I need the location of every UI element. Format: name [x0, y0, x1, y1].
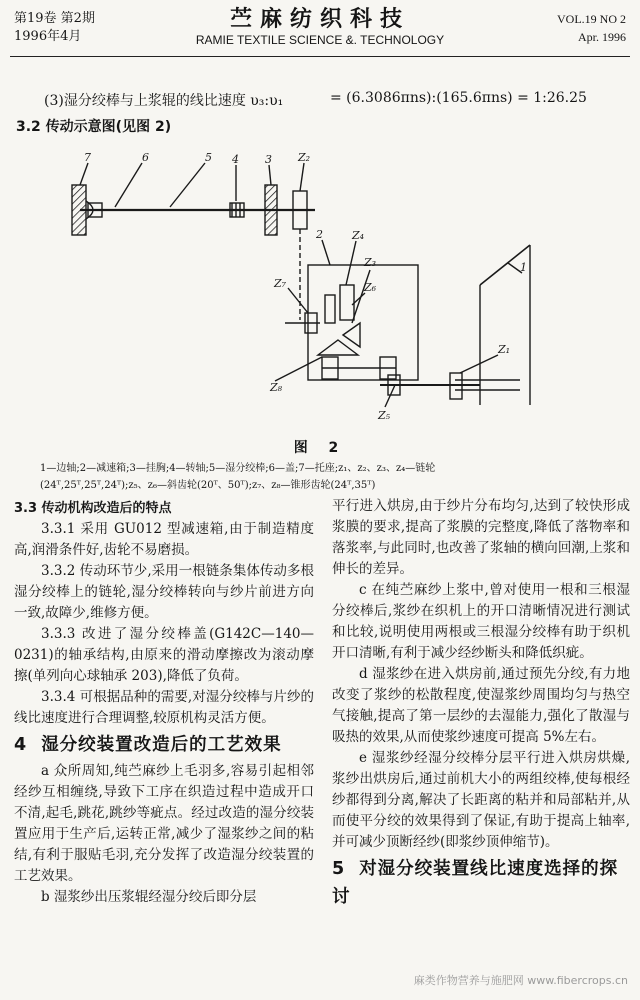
- section-4-heading: [14, 731, 314, 759]
- left-column: [14, 498, 314, 908]
- label-z3: Z₃: [364, 256, 377, 269]
- label-2: 2: [316, 228, 323, 241]
- journal-masthead: [170, 6, 470, 48]
- paragraph-e: e 湿浆纱经湿分绞棒分层平行进入烘房烘燥,浆纱出烘房后,通过前机大小的两组绞棒,使每根经纱都得到分离,解决了长距离的粘并和局部粘并,从而使平分绞的效果得到了保证,有助于提高上轴率,并可减少顶断经纱(即浆纱顶伸缩节)。: [332, 750, 630, 850]
- paragraph-b-continued: 平行进入烘房,由于纱片分布均匀,达到了较快形成浆膜的要求,提高了浆膜的完整度,降低了落物率和落浆率,与此同时,也改善了浆轴的横向回潮,上浆和伸长的差异。: [332, 498, 630, 577]
- section-4-number: 4: [14, 735, 28, 755]
- paragraph-3-3-1: 3.3.1 采用 GU012 型减速箱,由于制造精度高,润滑条件好,齿轮不易磨损。: [14, 521, 314, 558]
- label-z6: Z₆: [364, 281, 377, 294]
- date-en: Apr. 1996: [578, 30, 626, 44]
- sprocket-z4: [325, 295, 335, 323]
- section-3-3-heading: 3.3 传动机构改造后的特点: [14, 501, 172, 516]
- label-3: 3: [265, 153, 272, 166]
- journal-title-en: RAMIE TEXTILE SCIENCE &. TECHNOLOGY: [195, 33, 445, 47]
- speed-ratio-text: (3)湿分绞棒与上浆辊的线比速度 υ₃:υ₁: [44, 93, 284, 109]
- label-6: 6: [142, 151, 149, 164]
- section-5-number: 5: [332, 859, 346, 879]
- figure-caption-line-1: 1—边轴;2—减速箱;3—挂胸;4—转轴;5—湿分绞棒;6—盖;7—托座;z₁、z₂、z₃、z₄—链轮: [40, 463, 436, 474]
- paragraph-3-3-3: 3.3.3 改进了湿分绞棒盖(G142C—140—0231)的轴承结构,由原来的滑动摩擦改为滚动摩擦(单列向心球轴承 203),降低了负荷。: [14, 626, 314, 684]
- volume-issue-cn: 第19卷 第2期: [14, 11, 95, 26]
- watermark: 麻类作物营养与施肥网 www.fibercrops.cn: [413, 974, 628, 987]
- date-cn: 1996年4月: [14, 29, 82, 44]
- right-column: [332, 496, 630, 913]
- section-3-2-heading: 3.2 传动示意图(见图 2): [16, 119, 172, 135]
- label-z5: Z₅: [378, 409, 391, 422]
- section-5-title: 对湿分绞装置线比速度选择的探讨: [332, 859, 619, 907]
- volume-issue-en: VOL.19 NO 2: [557, 12, 626, 26]
- header-rule: [10, 56, 630, 57]
- paragraph-3-3-2: 3.3.2 传动环节少,采用一根链条集体传动多根湿分绞棒上的链轮,湿分绞棒转向与纱片前进方向一致,故障少,维修方便。: [14, 563, 314, 621]
- label-z2: Z₂: [298, 151, 311, 164]
- paragraph-d: d 湿浆纱在进入烘房前,通过预先分绞,有力地改变了浆纱的松散程度,使湿浆纱周围均匀与热空气接触,提高了第一层纱的去湿能力,强化了散湿与吸热的效果,从而使浆纱速度可提高 5%左右。: [332, 666, 630, 745]
- issue-info: [14, 10, 95, 46]
- transmission-diagram: [60, 145, 560, 435]
- bevel-gear-z8: [318, 340, 358, 355]
- hanger-3: [265, 185, 277, 235]
- paragraph-b-start: b 湿浆纱出压浆辊经湿分绞后即分层: [41, 889, 257, 905]
- paragraph-a: a 众所周知,纯苎麻纱上毛羽多,容易引起相邻经纱互相缠绕,导致下工序在织造过程中造成开口不清,起毛,跳花,跳纱等疵点。经过改造的湿分绞装置应用于生产后,运转正常,减少了湿浆纱之间的粘结,有利于服贴毛羽,充分发挥了改造湿分绞装置的工艺效果。: [14, 763, 314, 884]
- gear-z6: [340, 285, 354, 320]
- issue-info-en: [557, 10, 626, 46]
- figure-caption: [40, 460, 620, 494]
- figure-title: 图 2: [293, 440, 347, 456]
- support-seat-7: [72, 185, 86, 235]
- section-5-heading: [332, 855, 630, 911]
- bevel-gear-z7: [343, 323, 360, 347]
- paragraph-c: c 在纯苎麻纱上浆中,曾对使用一根和三根湿分绞棒后,浆纱在织机上的开口清晰情况进行测试和比较,说明使用两根或三根湿分绞棒有助于织机开口清晰,有利于减少经纱断头和降低织疵。: [332, 582, 630, 661]
- figure-caption-line-2: (24ᵀ,25ᵀ,25ᵀ,24ᵀ);z₅、z₆—斜齿轮(20ᵀ、50ᵀ);z₇、z₈—锥形齿轮(24ᵀ,35ᵀ): [40, 480, 376, 491]
- label-z4: Z₄: [352, 229, 365, 242]
- journal-title-cn: 苎麻纺织科技: [229, 6, 410, 32]
- label-z8: Z₈: [270, 381, 283, 394]
- label-1: 1: [520, 261, 527, 274]
- label-7: 7: [84, 151, 91, 164]
- label-4: 4: [232, 153, 239, 166]
- label-z1: Z₁: [498, 343, 511, 356]
- paragraph-3-3-4: 3.3.4 可根据品种的需要,对湿分绞棒与片纱的线比速度进行合理调整,较原机构灵活方便。: [14, 689, 314, 726]
- section-4-title: 湿分绞装置改造后的工艺效果: [41, 735, 282, 755]
- label-z7: Z₇: [274, 277, 287, 290]
- label-5: 5: [205, 151, 212, 164]
- speed-ratio-equation: = (6.3086πns):(165.6πns) = 1:26.25: [330, 90, 587, 106]
